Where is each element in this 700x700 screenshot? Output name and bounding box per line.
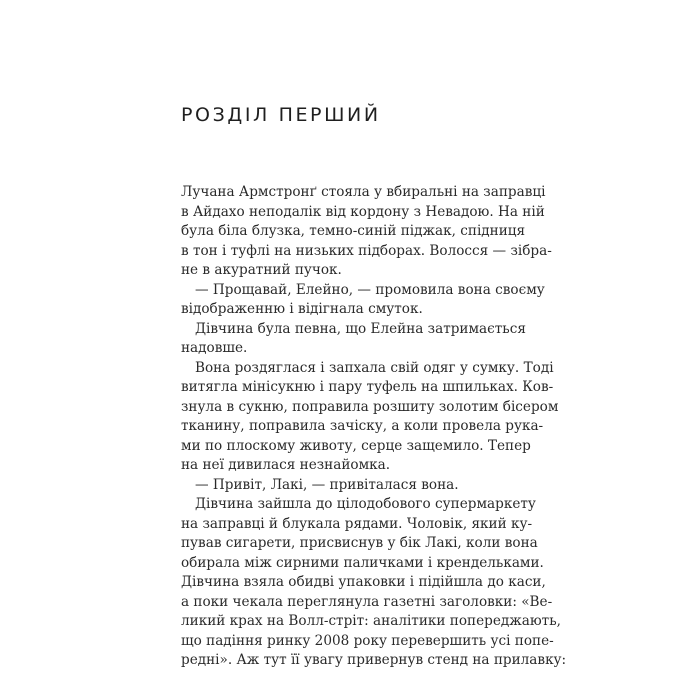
text-line: пував сигарети, присвиснув у бік Лакі, коли вона bbox=[181, 535, 538, 551]
text-line: Вона роздяглася і запхала свій одяг у сумку. Тоді bbox=[195, 359, 554, 376]
text-line: Дівчина зайшла до цілодобового супермаркету bbox=[195, 496, 536, 512]
text-line: на заправці й блукала рядами. Чоловік, який ку- bbox=[181, 515, 533, 532]
text-line: надовше. bbox=[181, 340, 248, 356]
text-line: на неї дивилася незнайомка. bbox=[181, 457, 391, 473]
text-line: тканину, поправила зачіску, а коли провела рука- bbox=[181, 418, 544, 434]
chapter-title: РОЗДІЛ ПЕРШИЙ bbox=[181, 104, 381, 126]
text-line: Дівчина була певна, що Елейна затримається bbox=[195, 320, 526, 337]
text-line: ми по плоскому животу, серце защемило. Тепер bbox=[181, 437, 531, 454]
text-line: не в акуратний пучок. bbox=[181, 262, 342, 278]
text-line: ликий крах на Волл-стріт: аналітики попереджають, bbox=[181, 613, 561, 629]
text-line: а поки чекала переглянула газетні заголовки: «Ве- bbox=[181, 593, 553, 610]
text-line: знула в сукню, поправила розшиту золотим бісером bbox=[181, 398, 559, 415]
text-line: в Айдахо неподалік від кордону з Невадою. На ній bbox=[181, 203, 545, 220]
text-line: витягла мінісукню і пару туфель на шпильках. Ков- bbox=[181, 379, 554, 395]
body-text bbox=[181, 183, 567, 671]
text-line: Лучана Армстронґ стояла у вбиральні на заправці bbox=[181, 184, 546, 200]
text-line: відображенню і відігнала смуток. bbox=[181, 301, 423, 317]
text-line: в тон і туфлі на низьких підборах. Волосся — зібра- bbox=[181, 242, 552, 259]
text-line: редні». Аж тут її увагу привернув стенд на прилавку: bbox=[181, 652, 567, 668]
text-line: Дівчина взяла обидві упаковки і підійшла до каси, bbox=[181, 574, 546, 590]
text-line: — Привіт, Лакі, — привіталася вона. bbox=[195, 476, 459, 493]
text-line: що падіння ринку 2008 року перевершить усі попе- bbox=[181, 632, 554, 649]
text-line: обирала між сирними паличками і крендельками. bbox=[181, 554, 544, 571]
text-line: — Прощавай, Елейно, — промовила вона своєму bbox=[195, 281, 545, 298]
text-line: була біла блузка, темно-синій піджак, спідниця bbox=[181, 223, 526, 239]
